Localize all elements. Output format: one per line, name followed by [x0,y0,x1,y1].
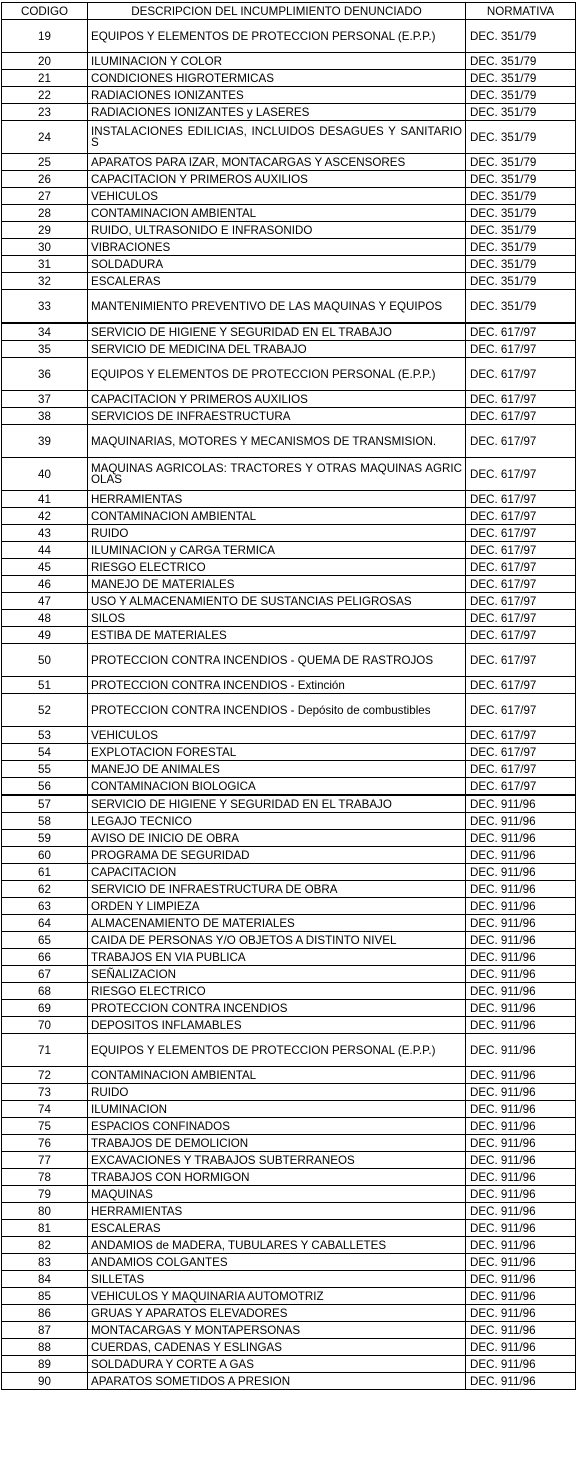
table-row [2,915,576,932]
description-cell: CONTAMINACION AMBIENTAL [88,1067,466,1084]
description-cell: ESPACIOS CONFINADOS [88,1118,466,1135]
code-cell: 56 [2,778,88,796]
description-cell: SERVICIOS DE INFRAESTRUCTURA [88,408,466,425]
code-cell: 81 [2,1220,88,1237]
description-cell: ALMACENAMIENTO DE MATERIALES [88,915,466,932]
description-cell: MONTACARGAS Y MONTAPERSONAS [88,1322,466,1339]
table-row [2,778,576,796]
description-cell: SERVICIO DE INFRAESTRUCTURA DE OBRA [88,881,466,898]
description-cell: CAPACITACION Y PRIMEROS AUXILIOS [88,171,466,188]
code-cell: 42 [2,508,88,525]
table-row [2,1373,576,1390]
header-descripcion: DESCRIPCION DEL INCUMPLIMIENTO DENUNCIADO [88,3,466,20]
table-row [2,391,576,408]
table-row [2,525,576,542]
description-cell: CAPACITACION [88,864,466,881]
code-cell: 60 [2,847,88,864]
table-row [2,87,576,104]
code-cell: 50 [2,644,88,677]
description-cell: CONDICIONES HIGROTERMICAS [88,70,466,87]
table-row [2,847,576,864]
table-row [2,290,576,324]
normativa-cell: DEC. 911/96 [466,813,576,830]
code-cell: 77 [2,1152,88,1169]
code-cell: 19 [2,20,88,53]
normativa-cell: DEC. 351/79 [466,171,576,188]
normativa-cell: DEC. 911/96 [466,1135,576,1152]
code-cell: 67 [2,966,88,983]
description-cell: GRUAS Y APARATOS ELEVADORES [88,1305,466,1322]
normativa-cell: DEC. 911/96 [466,1339,576,1356]
normativa-cell: DEC. 351/79 [466,70,576,87]
description-cell: SEÑALIZACION [88,966,466,983]
code-cell: 52 [2,694,88,727]
description-cell: SERVICIO DE MEDICINA DEL TRABAJO [88,341,466,358]
normativa-cell: DEC. 351/79 [466,104,576,121]
code-cell: 84 [2,1271,88,1288]
table-row [2,966,576,983]
normativa-cell: DEC. 351/79 [466,53,576,70]
code-cell: 34 [2,323,88,341]
normativa-cell: DEC. 911/96 [466,1220,576,1237]
code-cell: 28 [2,205,88,222]
table-row [2,205,576,222]
normativa-cell: DEC. 351/79 [466,20,576,53]
normativa-cell: DEC. 911/96 [466,1203,576,1220]
normativa-cell: DEC. 911/96 [466,1373,576,1390]
description-cell: VEHICULOS [88,727,466,744]
description-cell: SERVICIO DE HIGIENE Y SEGURIDAD EN EL TRABAJO [88,795,466,813]
code-cell: 69 [2,1000,88,1017]
description-cell: USO Y ALMACENAMIENTO DE SUSTANCIAS PELIGROSAS [88,593,466,610]
table-row [2,727,576,744]
description-cell: SOLDADURA [88,256,466,273]
description-cell: ESTIBA DE MATERIALES [88,627,466,644]
normativa-cell: DEC. 617/97 [466,744,576,761]
code-cell: 90 [2,1373,88,1390]
table-row [2,104,576,121]
code-cell: 48 [2,610,88,627]
table-header-row [2,3,576,20]
code-cell: 63 [2,898,88,915]
table-row [2,830,576,847]
table-row [2,1017,576,1034]
description-cell: HERRAMIENTAS [88,491,466,508]
code-cell: 36 [2,358,88,391]
code-cell: 41 [2,491,88,508]
description-cell: MAQUINARIAS, MOTORES Y MECANISMOS DE TRANSMISION. [88,425,466,458]
normativa-cell: DEC. 617/97 [466,358,576,391]
normativa-cell: DEC. 351/79 [466,121,576,154]
table-row [2,761,576,778]
description-cell: RUIDO [88,1084,466,1101]
description-cell: RIESGO ELECTRICO [88,983,466,1000]
description-cell: RADIACIONES IONIZANTES y LASERES [88,104,466,121]
code-cell: 64 [2,915,88,932]
table-row [2,898,576,915]
code-cell: 32 [2,273,88,290]
normativa-cell: DEC. 351/79 [466,290,576,324]
description-cell: TRABAJOS EN VIA PUBLICA [88,949,466,966]
code-cell: 39 [2,425,88,458]
table-row [2,273,576,290]
table-row [2,341,576,358]
description-cell: TRABAJOS DE DEMOLICION [88,1135,466,1152]
normativa-cell: DEC. 351/79 [466,222,576,239]
code-cell: 74 [2,1101,88,1118]
table-row [2,188,576,205]
description-cell: VIBRACIONES [88,239,466,256]
description-cell: RIESGO ELECTRICO [88,559,466,576]
description-cell: EXCAVACIONES Y TRABAJOS SUBTERRANEOS [88,1152,466,1169]
table-row [2,121,576,154]
code-cell: 40 [2,458,88,491]
normativa-cell: DEC. 617/97 [466,610,576,627]
description-cell: EQUIPOS Y ELEMENTOS DE PROTECCION PERSONAL (E.P.P.) [88,20,466,53]
table-row [2,1186,576,1203]
normativa-cell: DEC. 617/97 [466,727,576,744]
table-row [2,1271,576,1288]
description-cell: MANEJO DE ANIMALES [88,761,466,778]
normativa-cell: DEC. 911/96 [466,1084,576,1101]
normativa-cell: DEC. 911/96 [466,1169,576,1186]
normativa-cell: DEC. 617/97 [466,694,576,727]
normativa-cell: DEC. 617/97 [466,323,576,341]
table-row [2,1305,576,1322]
description-cell: CONTAMINACION BIOLOGICA [88,778,466,796]
table-row [2,1169,576,1186]
code-cell: 87 [2,1322,88,1339]
table-row [2,1067,576,1084]
code-cell: 25 [2,154,88,171]
code-cell: 29 [2,222,88,239]
normativa-cell: DEC. 617/97 [466,627,576,644]
normativa-cell: DEC. 617/97 [466,391,576,408]
normativa-cell: DEC. 617/97 [466,593,576,610]
description-cell: MANTENIMIENTO PREVENTIVO DE LAS MAQUINAS Y EQUIPOS [88,290,466,324]
description-cell: RADIACIONES IONIZANTES [88,87,466,104]
table-row [2,795,576,813]
normativa-cell: DEC. 617/97 [466,576,576,593]
table-row [2,53,576,70]
normativa-cell: DEC. 911/96 [466,1152,576,1169]
normativa-cell: DEC. 911/96 [466,1101,576,1118]
table-row [2,627,576,644]
table-row [2,1152,576,1169]
table-row [2,1084,576,1101]
code-cell: 31 [2,256,88,273]
table-row [2,559,576,576]
table-row [2,610,576,627]
table-body [2,20,576,1390]
table-row [2,1220,576,1237]
description-cell: TRABAJOS CON HORMIGON [88,1169,466,1186]
description-cell: ILUMINACION y CARGA TERMICA [88,542,466,559]
description-cell: APARATOS SOMETIDOS A PRESION [88,1373,466,1390]
description-cell: ESCALERAS [88,273,466,290]
normativa-cell: DEC. 911/96 [466,1017,576,1034]
code-cell: 68 [2,983,88,1000]
normativa-cell: DEC. 911/96 [466,932,576,949]
description-cell: AVISO DE INICIO DE OBRA [88,830,466,847]
normativa-cell: DEC. 911/96 [466,1288,576,1305]
description-cell: RUIDO [88,525,466,542]
code-cell: 35 [2,341,88,358]
table-row [2,864,576,881]
code-cell: 66 [2,949,88,966]
code-cell: 59 [2,830,88,847]
table-row [2,323,576,341]
description-cell: MAQUINAS AGRICOLAS: TRACTORES Y OTRAS MAQUINAS AGRICOLAS [88,458,466,491]
code-cell: 46 [2,576,88,593]
code-cell: 27 [2,188,88,205]
description-cell: ANDAMIOS COLGANTES [88,1254,466,1271]
description-cell: INSTALACIONES EDILICIAS, INCLUIDOS DESAGUES Y SANITARIOS [88,121,466,154]
table-row [2,1101,576,1118]
table-row [2,222,576,239]
description-cell: VEHICULOS [88,188,466,205]
code-cell: 73 [2,1084,88,1101]
header-normativa: NORMATIVA [466,3,576,20]
table-row [2,1322,576,1339]
normativa-cell: DEC. 911/96 [466,1322,576,1339]
table-row [2,425,576,458]
table-row [2,542,576,559]
code-cell: 78 [2,1169,88,1186]
description-cell: APARATOS PARA IZAR, MONTACARGAS Y ASCENSORES [88,154,466,171]
normativa-cell: DEC. 617/97 [466,491,576,508]
description-cell: PROTECCION CONTRA INCENDIOS - Extinción [88,677,466,694]
normativa-cell: DEC. 617/97 [466,525,576,542]
code-cell: 49 [2,627,88,644]
description-cell: ILUMINACION [88,1101,466,1118]
normativa-cell: DEC. 617/97 [466,425,576,458]
description-cell: PROTECCION CONTRA INCENDIOS - Depósito de combustibles [88,694,466,727]
normativa-cell: DEC. 911/96 [466,1356,576,1373]
code-cell: 55 [2,761,88,778]
normativa-cell: DEC. 911/96 [466,1186,576,1203]
normativa-cell: DEC. 911/96 [466,966,576,983]
table-row [2,949,576,966]
table-row [2,932,576,949]
description-cell: CAIDA DE PERSONAS Y/O OBJETOS A DISTINTO NIVEL [88,932,466,949]
description-cell: DEPOSITOS INFLAMABLES [88,1017,466,1034]
table-row [2,358,576,391]
description-cell: MANEJO DE MATERIALES [88,576,466,593]
normativa-cell: DEC. 617/97 [466,542,576,559]
normativa-cell: DEC. 351/79 [466,205,576,222]
code-cell: 51 [2,677,88,694]
code-cell: 72 [2,1067,88,1084]
normativa-cell: DEC. 351/79 [466,273,576,290]
code-cell: 43 [2,525,88,542]
normativa-cell: DEC. 617/97 [466,559,576,576]
normativa-cell: DEC. 617/97 [466,458,576,491]
table-row [2,1118,576,1135]
code-cell: 70 [2,1017,88,1034]
normativa-cell: DEC. 351/79 [466,188,576,205]
table-row [2,644,576,677]
description-cell: MAQUINAS [88,1186,466,1203]
normativa-cell: DEC. 911/96 [466,949,576,966]
normativa-cell: DEC. 617/97 [466,408,576,425]
code-cell: 62 [2,881,88,898]
normativa-cell: DEC. 617/97 [466,644,576,677]
code-cell: 79 [2,1186,88,1203]
description-cell: EQUIPOS Y ELEMENTOS DE PROTECCION PERSONAL (E.P.P.) [88,1034,466,1067]
normativa-cell: DEC. 617/97 [466,761,576,778]
code-cell: 30 [2,239,88,256]
code-cell: 71 [2,1034,88,1067]
description-cell: CONTAMINACION AMBIENTAL [88,508,466,525]
normativa-cell: DEC. 351/79 [466,154,576,171]
table-row [2,694,576,727]
normativa-cell: DEC. 911/96 [466,1000,576,1017]
description-cell: ILUMINACION Y COLOR [88,53,466,70]
table-row [2,256,576,273]
normativa-cell: DEC. 911/96 [466,864,576,881]
normativa-cell: DEC. 911/96 [466,1237,576,1254]
code-cell: 26 [2,171,88,188]
code-cell: 75 [2,1118,88,1135]
code-cell: 24 [2,121,88,154]
table-row [2,1000,576,1017]
table-row [2,593,576,610]
table-row [2,983,576,1000]
normativa-cell: DEC. 351/79 [466,256,576,273]
normativa-cell: DEC. 351/79 [466,239,576,256]
code-cell: 54 [2,744,88,761]
description-cell: RUIDO, ULTRASONIDO E INFRASONIDO [88,222,466,239]
table-row [2,576,576,593]
code-cell: 83 [2,1254,88,1271]
normativa-cell: DEC. 911/96 [466,847,576,864]
code-cell: 33 [2,290,88,324]
code-cell: 53 [2,727,88,744]
table-row [2,239,576,256]
table-row [2,20,576,53]
code-cell: 65 [2,932,88,949]
description-cell: EXPLOTACION FORESTAL [88,744,466,761]
description-cell: SERVICIO DE HIGIENE Y SEGURIDAD EN EL TRABAJO [88,323,466,341]
code-cell: 85 [2,1288,88,1305]
table-row [2,744,576,761]
normativa-cell: DEC. 911/96 [466,1305,576,1322]
description-cell: PROTECCION CONTRA INCENDIOS - QUEMA DE RASTROJOS [88,644,466,677]
table-row [2,1135,576,1152]
description-cell: PROTECCION CONTRA INCENDIOS [88,1000,466,1017]
normativa-cell: DEC. 911/96 [466,915,576,932]
code-cell: 23 [2,104,88,121]
table-row [2,1237,576,1254]
table-row [2,1356,576,1373]
description-cell: CAPACITACION Y PRIMEROS AUXILIOS [88,391,466,408]
description-cell: SOLDADURA Y CORTE A GAS [88,1356,466,1373]
table-row [2,154,576,171]
code-cell: 44 [2,542,88,559]
code-cell: 80 [2,1203,88,1220]
code-cell: 38 [2,408,88,425]
code-cell: 82 [2,1237,88,1254]
table-row [2,1288,576,1305]
normativa-cell: DEC. 911/96 [466,795,576,813]
table-row [2,677,576,694]
normativa-cell: DEC. 617/97 [466,677,576,694]
normativa-cell: DEC. 911/96 [466,1118,576,1135]
normativa-cell: DEC. 911/96 [466,1254,576,1271]
code-cell: 58 [2,813,88,830]
code-cell: 76 [2,1135,88,1152]
header-codigo: CODIGO [2,3,88,20]
normativa-cell: DEC. 911/96 [466,830,576,847]
code-cell: 20 [2,53,88,70]
normativa-cell: DEC. 617/97 [466,508,576,525]
description-cell: PROGRAMA DE SEGURIDAD [88,847,466,864]
normativa-cell: DEC. 351/79 [466,87,576,104]
violations-table [1,2,576,1390]
table-row [2,881,576,898]
table-row [2,1203,576,1220]
table-row [2,508,576,525]
description-cell: ANDAMIOS de MADERA, TUBULARES Y CABALLETES [88,1237,466,1254]
code-cell: 47 [2,593,88,610]
description-cell: VEHICULOS Y MAQUINARIA AUTOMOTRIZ [88,1288,466,1305]
table-row [2,458,576,491]
code-cell: 21 [2,70,88,87]
code-cell: 45 [2,559,88,576]
code-cell: 88 [2,1339,88,1356]
description-cell: EQUIPOS Y ELEMENTOS DE PROTECCION PERSONAL (E.P.P.) [88,358,466,391]
code-cell: 86 [2,1305,88,1322]
normativa-cell: DEC. 911/96 [466,1034,576,1067]
table-row [2,171,576,188]
description-cell: SILLETAS [88,1271,466,1288]
description-cell: SILOS [88,610,466,627]
description-cell: LEGAJO TECNICO [88,813,466,830]
normativa-cell: DEC. 911/96 [466,881,576,898]
normativa-cell: DEC. 911/96 [466,898,576,915]
table-row [2,408,576,425]
normativa-cell: DEC. 617/97 [466,778,576,796]
description-cell: CUERDAS, CADENAS Y ESLINGAS [88,1339,466,1356]
description-cell: HERRAMIENTAS [88,1203,466,1220]
code-cell: 61 [2,864,88,881]
normativa-cell: DEC. 911/96 [466,983,576,1000]
table-row [2,70,576,87]
table-row [2,1034,576,1067]
code-cell: 22 [2,87,88,104]
description-cell: CONTAMINACION AMBIENTAL [88,205,466,222]
table-row [2,491,576,508]
normativa-cell: DEC. 911/96 [466,1271,576,1288]
description-cell: ORDEN Y LIMPIEZA [88,898,466,915]
normativa-cell: DEC. 617/97 [466,341,576,358]
normativa-cell: DEC. 911/96 [466,1067,576,1084]
table-row [2,813,576,830]
description-cell: ESCALERAS [88,1220,466,1237]
table-row [2,1339,576,1356]
table-row [2,1254,576,1271]
code-cell: 37 [2,391,88,408]
code-cell: 89 [2,1356,88,1373]
code-cell: 57 [2,795,88,813]
